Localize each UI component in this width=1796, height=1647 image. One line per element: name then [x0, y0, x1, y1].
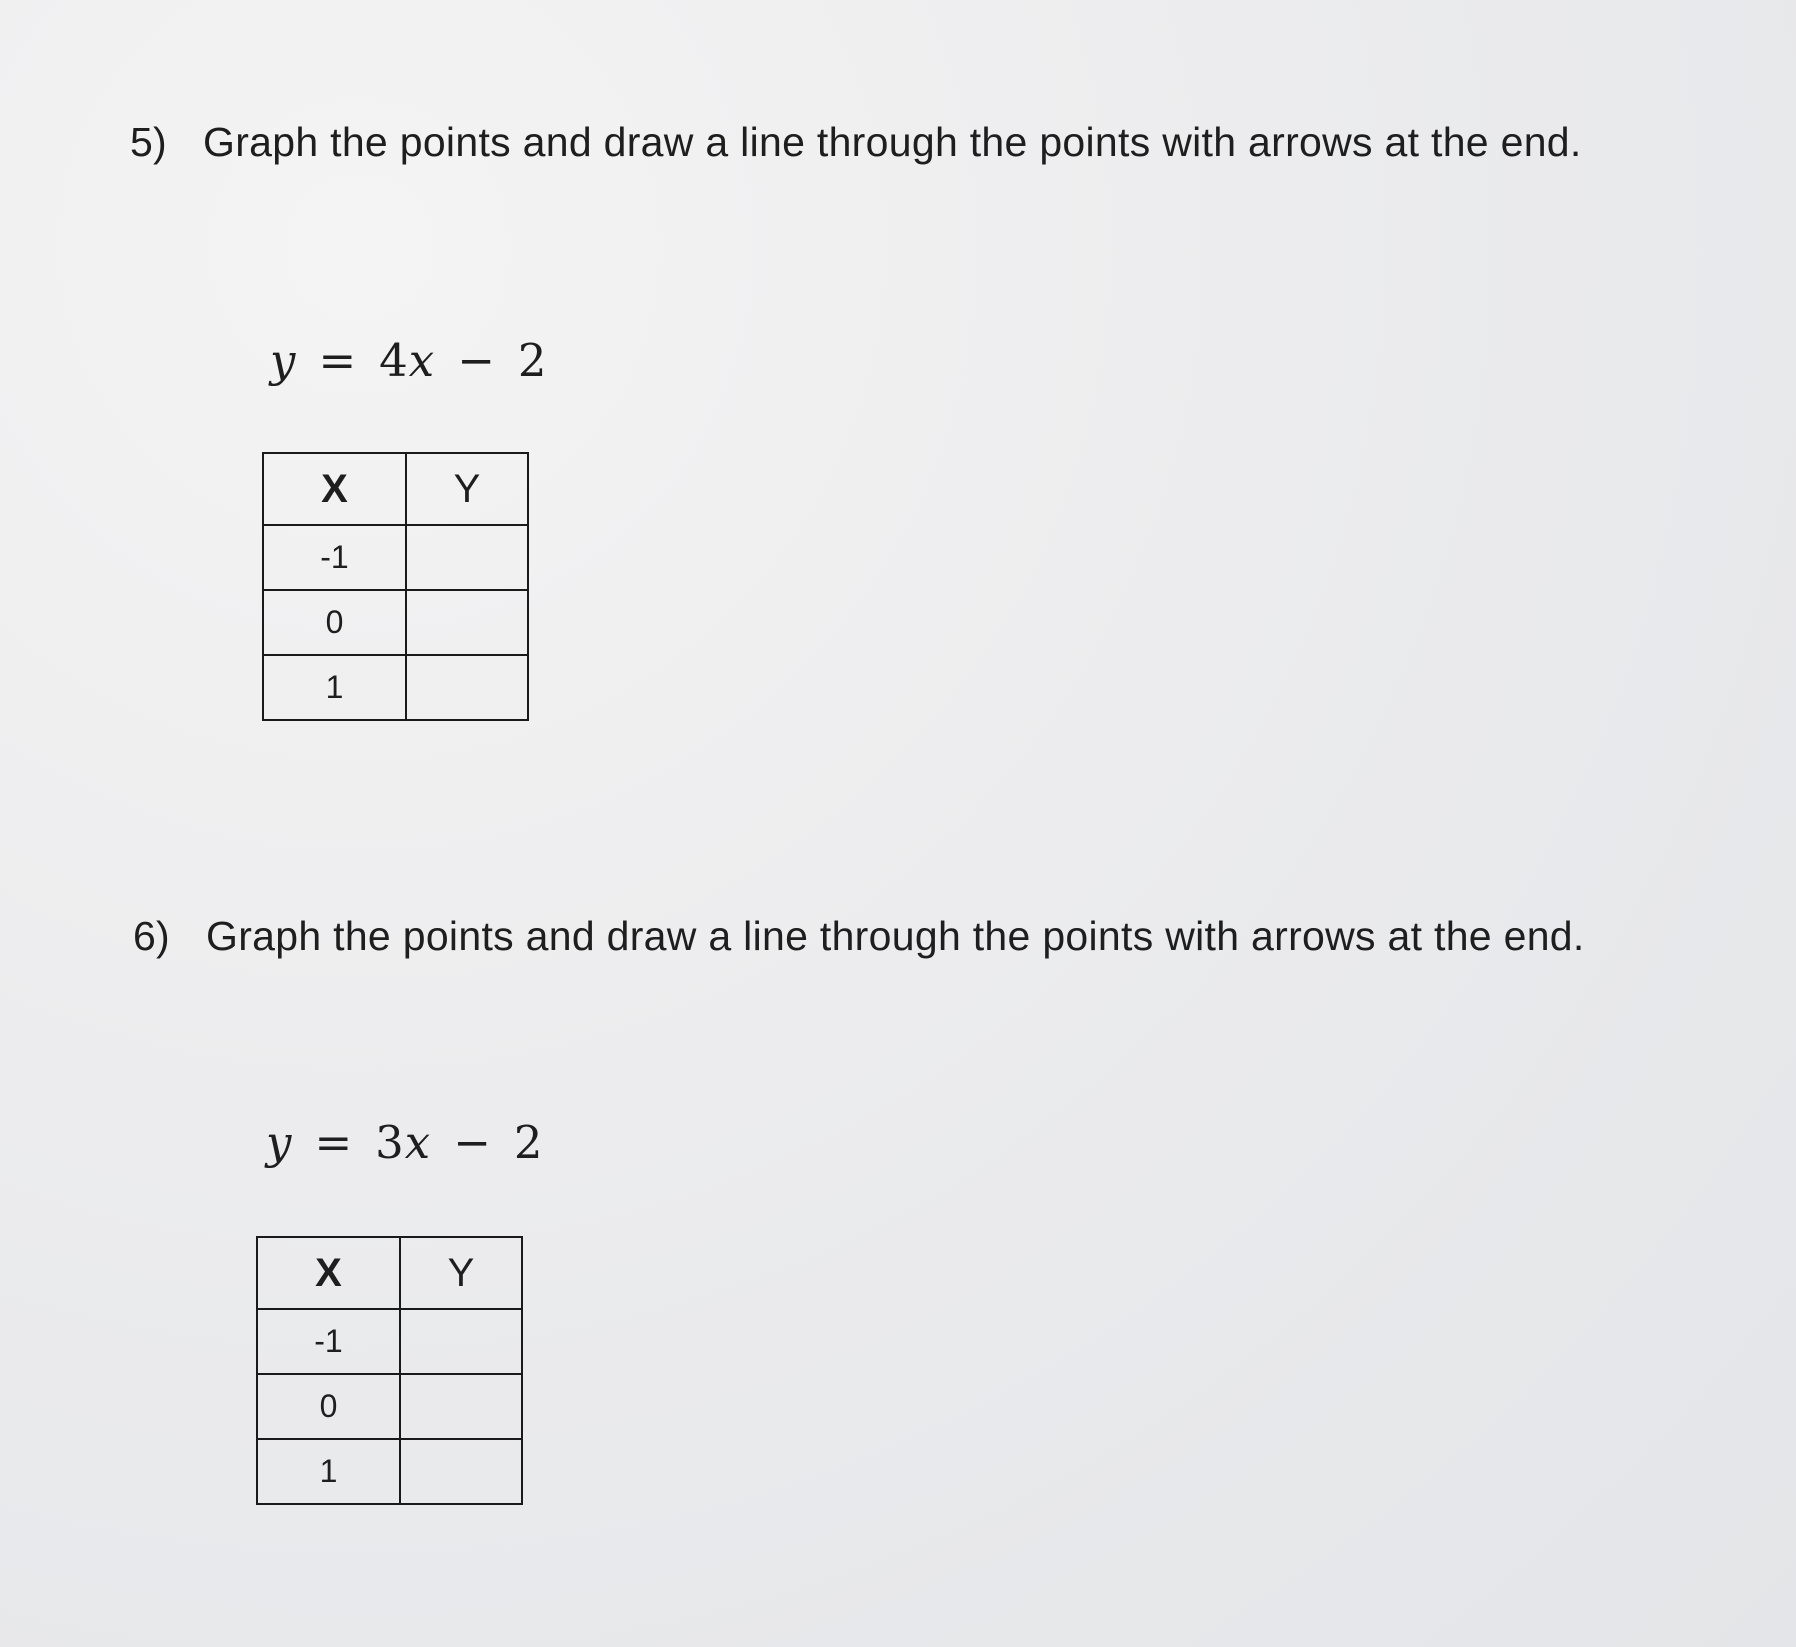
cell-y[interactable] — [406, 590, 528, 655]
table-row — [263, 525, 528, 590]
equation-variable: x — [408, 334, 436, 387]
equation-lhs: y — [266, 1116, 293, 1169]
table-row — [263, 655, 528, 720]
cell-y[interactable] — [406, 525, 528, 590]
cell-x: -1 — [257, 1309, 400, 1374]
cell-y[interactable] — [400, 1439, 522, 1504]
header-x: X — [263, 453, 406, 525]
cell-x: 0 — [263, 590, 406, 655]
problem-number: 6) — [133, 913, 170, 959]
minus-sign: − — [457, 334, 496, 387]
equation-constant: 2 — [517, 334, 548, 387]
problem-number: 5) — [130, 119, 167, 165]
xy-table — [256, 1236, 523, 1505]
header-y: Y — [406, 453, 528, 525]
cell-y[interactable] — [406, 655, 528, 720]
equation — [270, 334, 548, 387]
cell-y[interactable] — [400, 1309, 522, 1374]
cell-y[interactable] — [400, 1374, 522, 1439]
equation-constant: 2 — [513, 1116, 544, 1169]
equation-lhs: y — [270, 334, 297, 387]
minus-sign: − — [453, 1116, 492, 1169]
xy-table — [262, 452, 529, 721]
equation-variable: x — [404, 1116, 432, 1169]
cell-x: 0 — [257, 1374, 400, 1439]
equals-sign: = — [314, 1116, 354, 1169]
cell-x: -1 — [263, 525, 406, 590]
table-header-row — [257, 1237, 522, 1309]
problem-instruction: Graph the points and draw a line through the points with arrows at the end. — [206, 913, 1585, 959]
equation-coefficient: 3 — [375, 1116, 405, 1169]
cell-x: 1 — [263, 655, 406, 720]
equation-coefficient: 4 — [379, 334, 409, 387]
equals-sign: = — [318, 334, 358, 387]
table-row — [263, 590, 528, 655]
header-x: X — [257, 1237, 400, 1309]
equation — [266, 1116, 544, 1169]
table-row — [257, 1374, 522, 1439]
problem-instruction: Graph the points and draw a line through the points with arrows at the end. — [203, 119, 1582, 165]
header-y: Y — [400, 1237, 522, 1309]
table-header-row — [263, 453, 528, 525]
cell-x: 1 — [257, 1439, 400, 1504]
table-row — [257, 1309, 522, 1374]
table-row — [257, 1439, 522, 1504]
